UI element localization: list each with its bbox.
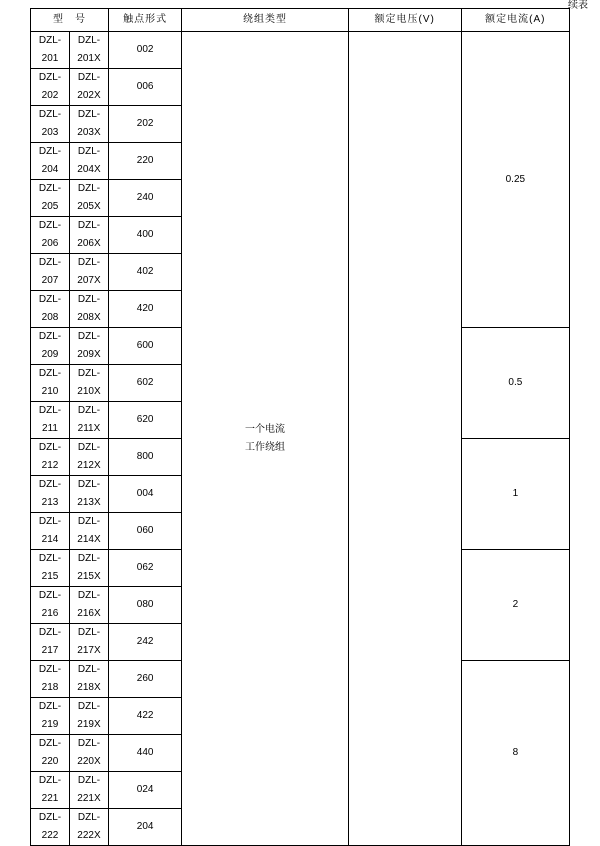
- cell-contact-form: 800: [108, 439, 181, 476]
- cell-rated-current: 1: [461, 439, 569, 550]
- cell-model-variant: DZL-214X: [69, 513, 108, 550]
- header-rated-voltage: 额定电压(V): [348, 9, 461, 32]
- cell-model-variant: DZL-201X: [69, 32, 108, 69]
- cell-contact-form: 600: [108, 328, 181, 365]
- cell-model-variant: DZL-218X: [69, 661, 108, 698]
- cell-model-base: DZL-216: [31, 587, 70, 624]
- table-body: [31, 32, 570, 846]
- cell-model-variant: DZL-206X: [69, 217, 108, 254]
- cell-rated-current: 0.25: [461, 32, 569, 328]
- cell-contact-form: 220: [108, 143, 181, 180]
- cell-model-base: DZL-221: [31, 772, 70, 809]
- cell-model-base: DZL-214: [31, 513, 70, 550]
- header-row: [31, 9, 570, 32]
- cell-rated-current: 0.5: [461, 328, 569, 439]
- cell-model-variant: DZL-207X: [69, 254, 108, 291]
- cell-model-base: DZL-208: [31, 291, 70, 328]
- cell-model-variant: DZL-202X: [69, 69, 108, 106]
- cell-model-variant: DZL-221X: [69, 772, 108, 809]
- cell-model-base: DZL-217: [31, 624, 70, 661]
- header-winding-type: 绕组类型: [182, 9, 348, 32]
- cell-model-variant: DZL-211X: [69, 402, 108, 439]
- cell-contact-form: 402: [108, 254, 181, 291]
- cell-model-variant: DZL-212X: [69, 439, 108, 476]
- cell-contact-form: 202: [108, 106, 181, 143]
- cell-model-base: DZL-209: [31, 328, 70, 365]
- cell-rated-current: 2: [461, 550, 569, 661]
- continued-label: 续表: [568, 0, 588, 11]
- cell-contact-form: 422: [108, 698, 181, 735]
- cell-contact-form: 080: [108, 587, 181, 624]
- cell-contact-form: 060: [108, 513, 181, 550]
- cell-model-base: DZL-205: [31, 180, 70, 217]
- cell-winding-type: [182, 32, 348, 846]
- cell-model-variant: DZL-220X: [69, 735, 108, 772]
- cell-model-base: DZL-215: [31, 550, 70, 587]
- table-row: [31, 32, 570, 69]
- cell-model-base: DZL-212: [31, 439, 70, 476]
- cell-contact-form: 006: [108, 69, 181, 106]
- cell-contact-form: 062: [108, 550, 181, 587]
- cell-model-variant: DZL-222X: [69, 809, 108, 846]
- cell-model-variant: DZL-216X: [69, 587, 108, 624]
- header-contact-form: 触点形式: [108, 9, 181, 32]
- cell-model-base: DZL-206: [31, 217, 70, 254]
- winding-text-line: 一个电流: [245, 423, 286, 435]
- cell-contact-form: 260: [108, 661, 181, 698]
- cell-model-variant: DZL-205X: [69, 180, 108, 217]
- cell-model-variant: DZL-204X: [69, 143, 108, 180]
- cell-model-variant: DZL-209X: [69, 328, 108, 365]
- cell-contact-form: 602: [108, 365, 181, 402]
- cell-contact-form: 024: [108, 772, 181, 809]
- cell-rated-voltage: [348, 32, 461, 846]
- cell-contact-form: 400: [108, 217, 181, 254]
- cell-model-variant: DZL-217X: [69, 624, 108, 661]
- relay-specification-table: [30, 8, 570, 846]
- cell-contact-form: 242: [108, 624, 181, 661]
- cell-model-base: DZL-201: [31, 32, 70, 69]
- cell-model-base: DZL-207: [31, 254, 70, 291]
- cell-contact-form: 204: [108, 809, 181, 846]
- cell-contact-form: 420: [108, 291, 181, 328]
- cell-model-variant: DZL-213X: [69, 476, 108, 513]
- cell-contact-form: 440: [108, 735, 181, 772]
- table-header: [31, 9, 570, 32]
- winding-text-line: 工作绕组: [245, 441, 286, 453]
- cell-model-variant: DZL-203X: [69, 106, 108, 143]
- cell-contact-form: 240: [108, 180, 181, 217]
- cell-contact-form: 002: [108, 32, 181, 69]
- cell-contact-form: 620: [108, 402, 181, 439]
- cell-model-base: DZL-220: [31, 735, 70, 772]
- cell-model-base: DZL-204: [31, 143, 70, 180]
- cell-model-variant: DZL-210X: [69, 365, 108, 402]
- cell-model-base: DZL-203: [31, 106, 70, 143]
- cell-model-base: DZL-219: [31, 698, 70, 735]
- cell-model-base: DZL-210: [31, 365, 70, 402]
- cell-model-base: DZL-218: [31, 661, 70, 698]
- cell-model-base: DZL-211: [31, 402, 70, 439]
- header-model: 型 号: [31, 9, 109, 32]
- cell-model-base: DZL-222: [31, 809, 70, 846]
- cell-rated-current: 8: [461, 661, 569, 846]
- cell-contact-form: 004: [108, 476, 181, 513]
- cell-model-base: DZL-213: [31, 476, 70, 513]
- cell-model-variant: DZL-208X: [69, 291, 108, 328]
- cell-model-variant: DZL-219X: [69, 698, 108, 735]
- header-rated-current: 额定电流(A): [461, 9, 569, 32]
- cell-model-variant: DZL-215X: [69, 550, 108, 587]
- cell-model-base: DZL-202: [31, 69, 70, 106]
